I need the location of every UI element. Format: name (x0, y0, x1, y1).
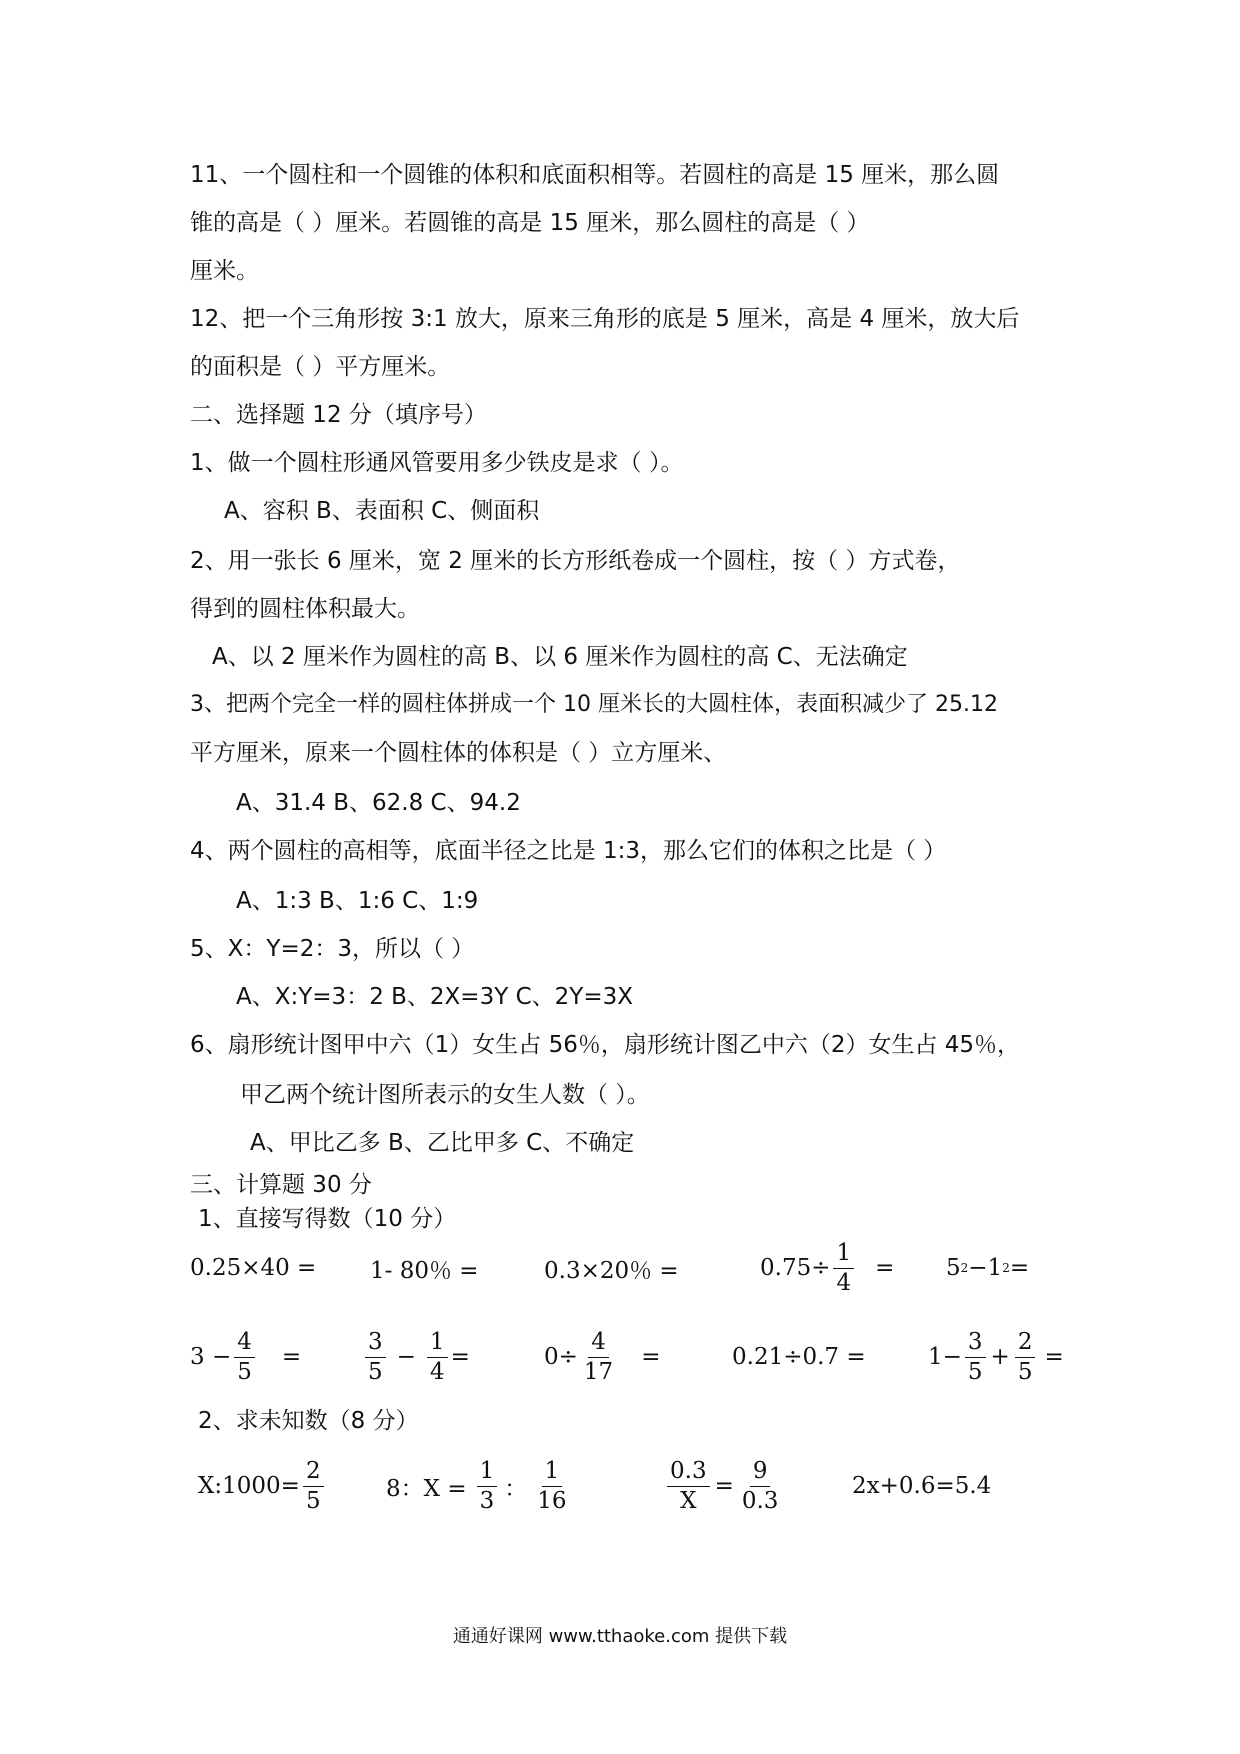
choice-q2-line1: 2、用一张长 6 厘米，宽 2 厘米的长方形纸卷成一个圆柱，按（ ）方式卷， (190, 548, 961, 574)
eq-a (198, 1448, 327, 1524)
calc-r1-c (544, 1238, 679, 1298)
fraction-denominator: 5 (1017, 1358, 1033, 1385)
calc-r1-a-text: 0.25×40 = (190, 1255, 317, 1281)
choice-q4: 4、两个圆柱的高相等，底面半径之比是 1:3，那么它们的体积之比是（ ） (190, 838, 947, 864)
fraction-numerator: 3 (365, 1331, 386, 1358)
fraction-numerator: 9 (750, 1460, 771, 1487)
calc-r2-d (732, 1322, 866, 1392)
fraction-numerator: 2 (1015, 1331, 1036, 1358)
eq-a-pre: X:1000= (198, 1473, 300, 1499)
fraction-numerator: 2 (303, 1460, 324, 1487)
calc-sub2-heading: 2、求未知数（8 分） (198, 1408, 419, 1434)
fraction (427, 1328, 448, 1385)
calc-r2-c (544, 1322, 660, 1392)
fraction-denominator: 5 (368, 1358, 383, 1385)
eq-b (386, 1448, 573, 1524)
choice-q5-options: A、X:Y=3：2 B、2X=3Y C、2Y=3X (236, 984, 633, 1010)
calc-r2-e-op: + (990, 1344, 1010, 1370)
fraction-numerator: 0.3 (667, 1460, 710, 1487)
calc-r2-b-eq: = (450, 1344, 470, 1370)
fraction (667, 1457, 710, 1514)
fraction-numerator: 4 (234, 1331, 255, 1358)
fraction-numerator: 3 (965, 1331, 986, 1358)
choice-q6-options: A、甲比乙多 B、乙比甲多 C、不确定 (250, 1130, 635, 1156)
calc-r2-b (362, 1322, 470, 1392)
calc-r1-b-text: 1- 80％ = (370, 1257, 479, 1284)
fraction-denominator: 3 (479, 1487, 495, 1514)
fraction (365, 1328, 386, 1385)
calc-r2-a-eq: = (281, 1344, 302, 1370)
eq-b-op: ： (504, 1475, 528, 1502)
calc-r1-e-base2: −1 (968, 1255, 1003, 1281)
fraction (965, 1328, 986, 1385)
calc-r2-d-text: 0.21÷0.7 = (732, 1344, 866, 1370)
calc-r2-e (928, 1322, 1064, 1392)
eq-c-eq: = (714, 1473, 734, 1499)
calc-r1-e-base1: 5 (946, 1255, 961, 1281)
choice-q3-line2: 平方厘米，原来一个圆柱体的体积是（ ）立方厘米、 (190, 740, 727, 766)
choice-q3-options: A、31.4 B、62.8 C、94.2 (236, 790, 521, 816)
fraction-denominator: 17 (583, 1358, 614, 1385)
fraction-numerator: 1 (542, 1460, 563, 1487)
fraction-denominator: 5 (967, 1358, 983, 1385)
calc-r1-d-pre: 0.75÷ (760, 1255, 831, 1281)
fraction-numerator: 1 (427, 1331, 448, 1358)
fraction-denominator: 5 (237, 1358, 252, 1385)
fraction-numerator: 1 (833, 1242, 854, 1269)
choice-q6-line2: 甲乙两个统计图所表示的女生人数（ ）。 (240, 1082, 650, 1108)
fraction-denominator: 5 (305, 1487, 321, 1514)
fraction (303, 1457, 324, 1514)
calc-r2-e-eq: = (1044, 1344, 1064, 1370)
calc-r1-e (946, 1238, 1029, 1298)
calc-r1-e-exp1: 2 (960, 1261, 969, 1275)
fraction (1015, 1328, 1036, 1385)
fill-q12-line1: 12、把一个三角形按 3:1 放大，原来三角形的底是 5 厘米，高是 4 厘米，放大后 (190, 306, 1020, 332)
choice-q5: 5、X：Y=2：3，所以（ ） (190, 936, 475, 962)
calc-r2-c-pre: 0÷ (544, 1344, 578, 1370)
fraction (534, 1457, 569, 1514)
eq-d (852, 1448, 991, 1524)
fraction (477, 1457, 498, 1514)
fraction-denominator: X (680, 1487, 697, 1514)
calc-r2-a-pre: 3 − (190, 1344, 232, 1370)
calc-r1-e-eq: = (1009, 1255, 1030, 1281)
calc-r1-d-eq: = (875, 1255, 895, 1281)
fraction (833, 1239, 854, 1296)
calc-r2-e-pre: 1− (928, 1344, 962, 1370)
choice-q4-options: A、1:3 B、1:6 C、1:9 (236, 888, 479, 914)
calc-sub1-heading: 1、直接写得数（10 分） (198, 1206, 457, 1232)
fraction (234, 1328, 255, 1385)
eq-c (664, 1448, 784, 1524)
fraction (581, 1328, 616, 1385)
fill-q11-line1: 11、一个圆柱和一个圆锥的体积和底面积相等。若圆柱的高是 15 厘米，那么圆 (190, 162, 1000, 188)
fraction-denominator: 0.3 (741, 1487, 779, 1514)
calc-r1-e-exp2: 2 (1002, 1261, 1010, 1275)
calc-r1-b (370, 1238, 479, 1298)
page-footer: 通通好课网 www.tthaoke.com 提供下载 (452, 1626, 788, 1647)
fraction-numerator: 1 (477, 1460, 498, 1487)
eq-b-pre: 8：X = (386, 1475, 467, 1502)
calc-r1-d (760, 1238, 894, 1298)
section-choice-heading: 二、选择题 12 分（填序号） (190, 402, 487, 428)
choice-q3-line1: 3、把两个完全一样的圆柱体拼成一个 10 厘米长的大圆柱体，表面积减少了 25.12 (190, 692, 998, 717)
calc-r2-b-op: − (396, 1344, 416, 1370)
choice-q6-line1: 6、扇形统计图甲中六（1）女生占 56％，扇形统计图乙中六（2）女生占 45％， (190, 1032, 1021, 1058)
eq-d-text: 2x+0.6=5.4 (852, 1473, 992, 1499)
calc-r1-c-text: 0.3×20％ = (544, 1257, 679, 1284)
fraction-numerator: 4 (588, 1331, 609, 1358)
fill-q11-line3: 厘米。 (190, 258, 259, 284)
calc-r2-a (190, 1322, 301, 1392)
fraction-denominator: 4 (836, 1269, 852, 1296)
fill-q12-line2: 的面积是（ ）平方厘米。 (190, 354, 451, 380)
choice-q1: 1、做一个圆柱形通风管要用多少铁皮是求（ ）。 (190, 450, 684, 476)
fraction-denominator: 16 (537, 1487, 567, 1514)
calc-r1-a (190, 1238, 316, 1298)
fill-q11-line2: 锥的高是（ ）厘米。若圆锥的高是 15 厘米，那么圆柱的高是（ ） (190, 210, 870, 236)
calc-r2-c-eq: = (641, 1344, 661, 1370)
fraction (739, 1457, 782, 1514)
fraction-denominator: 4 (429, 1358, 445, 1385)
section-calc-heading: 三、计算题 30 分 (190, 1172, 372, 1198)
choice-q1-options: A、容积 B、表面积 C、侧面积 (224, 498, 540, 524)
choice-q2-line2: 得到的圆柱体积最大。 (190, 596, 420, 622)
choice-q2-options: A、以 2 厘米作为圆柱的高 B、以 6 厘米作为圆柱的高 C、无法确定 (212, 644, 908, 670)
